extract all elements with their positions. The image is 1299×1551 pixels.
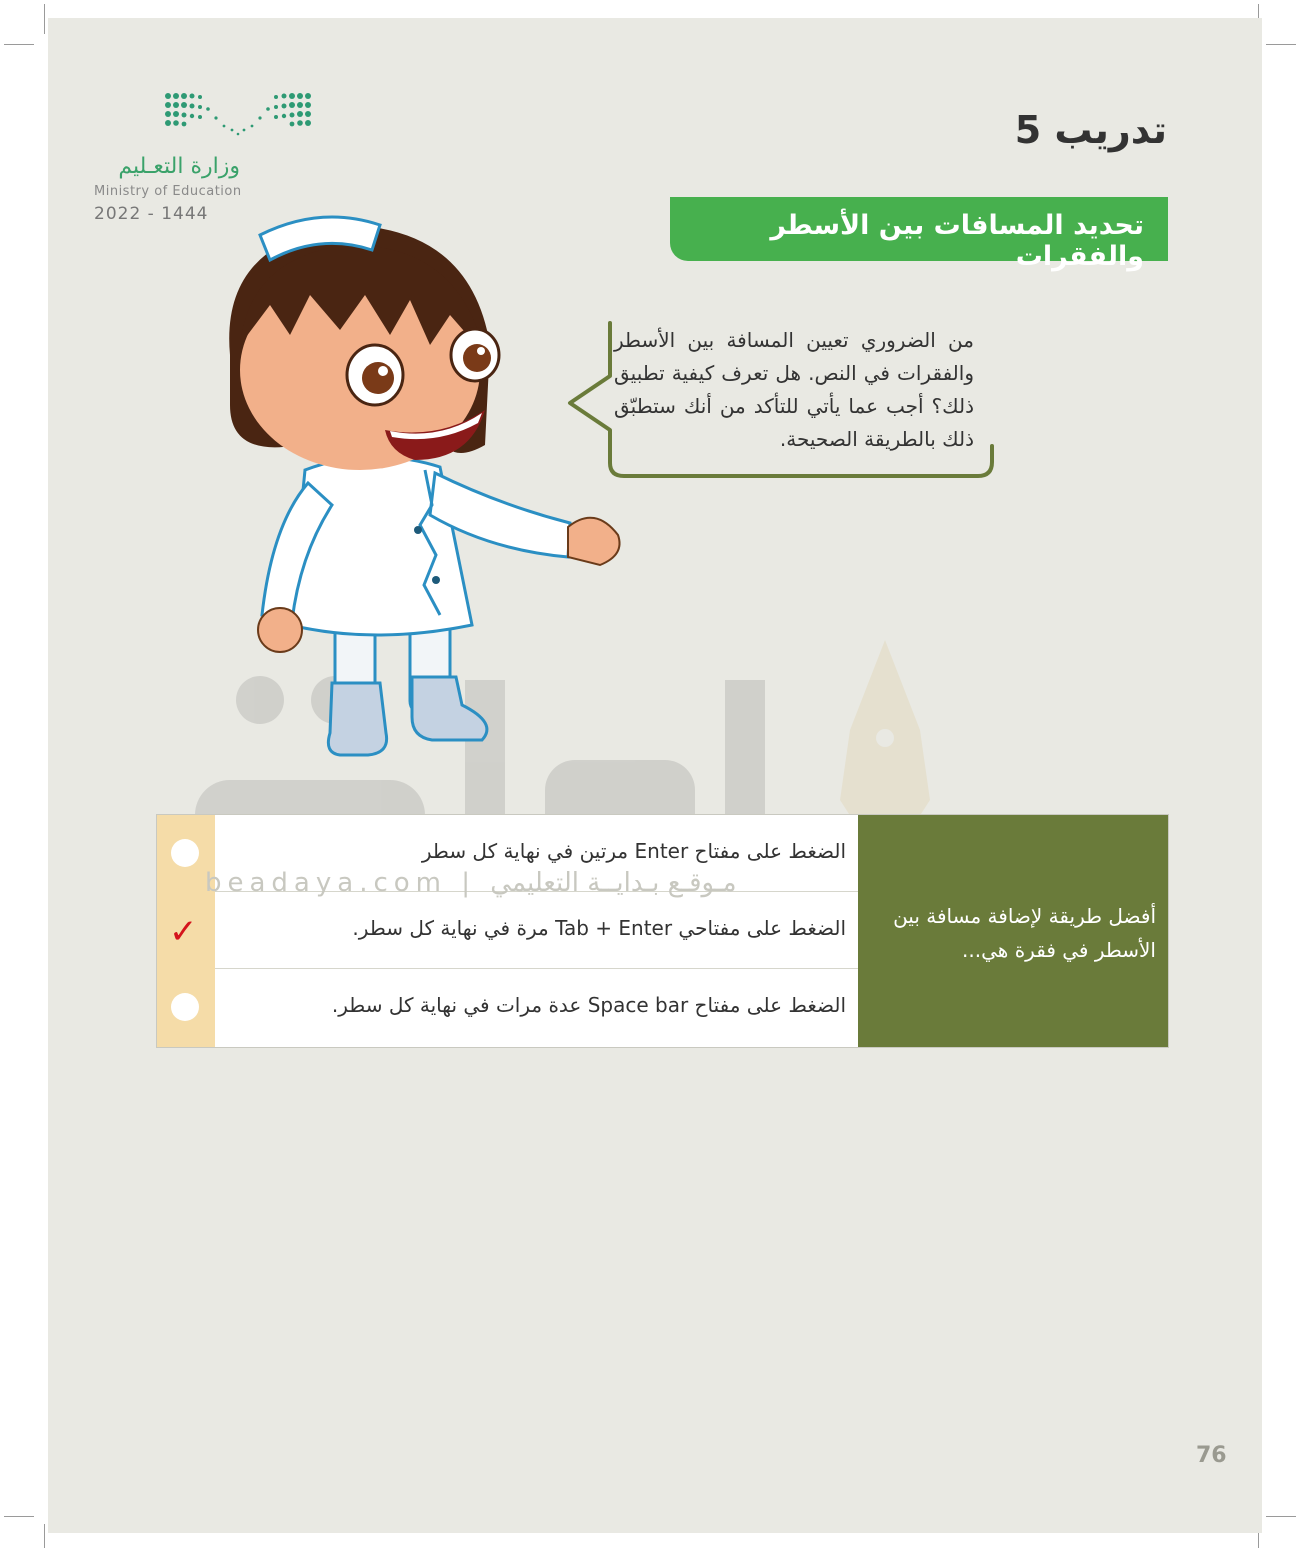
answer-option-2[interactable] [215,892,858,969]
answer-check-column [157,815,215,1047]
speech-bubble [560,318,1000,483]
exercise-title: تدريب 5 [1014,108,1167,152]
answer-option-3[interactable] [215,969,858,1045]
edition-year: 2022 - 1444 [94,204,209,224]
page-number: 76 [1196,1443,1227,1468]
speech-bubble-text: من الضروري تعيين المسافة بين الأسطر والفقرات في النص. هل تعرف كيفية تطبيق ذلك؟ أجب عما يأتي للتأكد من أنك ستطبّق ذلك بالطريقة الصحيحة. [614,328,974,451]
crop-mark [4,44,34,45]
girl-character-illustration [200,205,640,775]
crop-mark [1266,44,1296,45]
section-banner-text: تحديد المسافات بين الأسطر والفقرات [770,210,1144,272]
ministry-name-arabic: وزارة التعـليم [118,154,240,179]
crop-mark [1266,1516,1296,1517]
watermark-url: beadaya.com | مـوقـع بـدايــة التعليمي [205,868,737,898]
ministry-logo-icon [164,90,312,140]
question-cell [858,815,1168,1047]
crop-mark [44,1524,45,1548]
answer-option-2-text: الضغط على مفتاحي Tab + Enter مرة في نهاية كل سطر. [352,916,846,940]
crop-mark [4,1516,34,1517]
ministry-name-english: Ministry of Education [94,184,242,199]
answer-option-1-text: الضغط على مفتاح Enter مرتين في نهاية كل سطر [421,839,846,863]
crop-mark [44,4,45,34]
section-banner [670,197,1168,272]
answer-option-1-radio[interactable] [171,839,199,867]
answer-option-2-checkmark-icon[interactable]: ✓ [169,912,198,952]
question-text: أفضل طريقة لإضافة مسافة بين الأسطر في فقرة هي... [893,904,1156,962]
answer-option-3-text: الضغط على مفتاح Space bar عدة مرات في نهاية كل سطر. [331,993,846,1017]
quiz-table [156,814,1169,1048]
answer-option-3-radio[interactable] [171,993,199,1021]
